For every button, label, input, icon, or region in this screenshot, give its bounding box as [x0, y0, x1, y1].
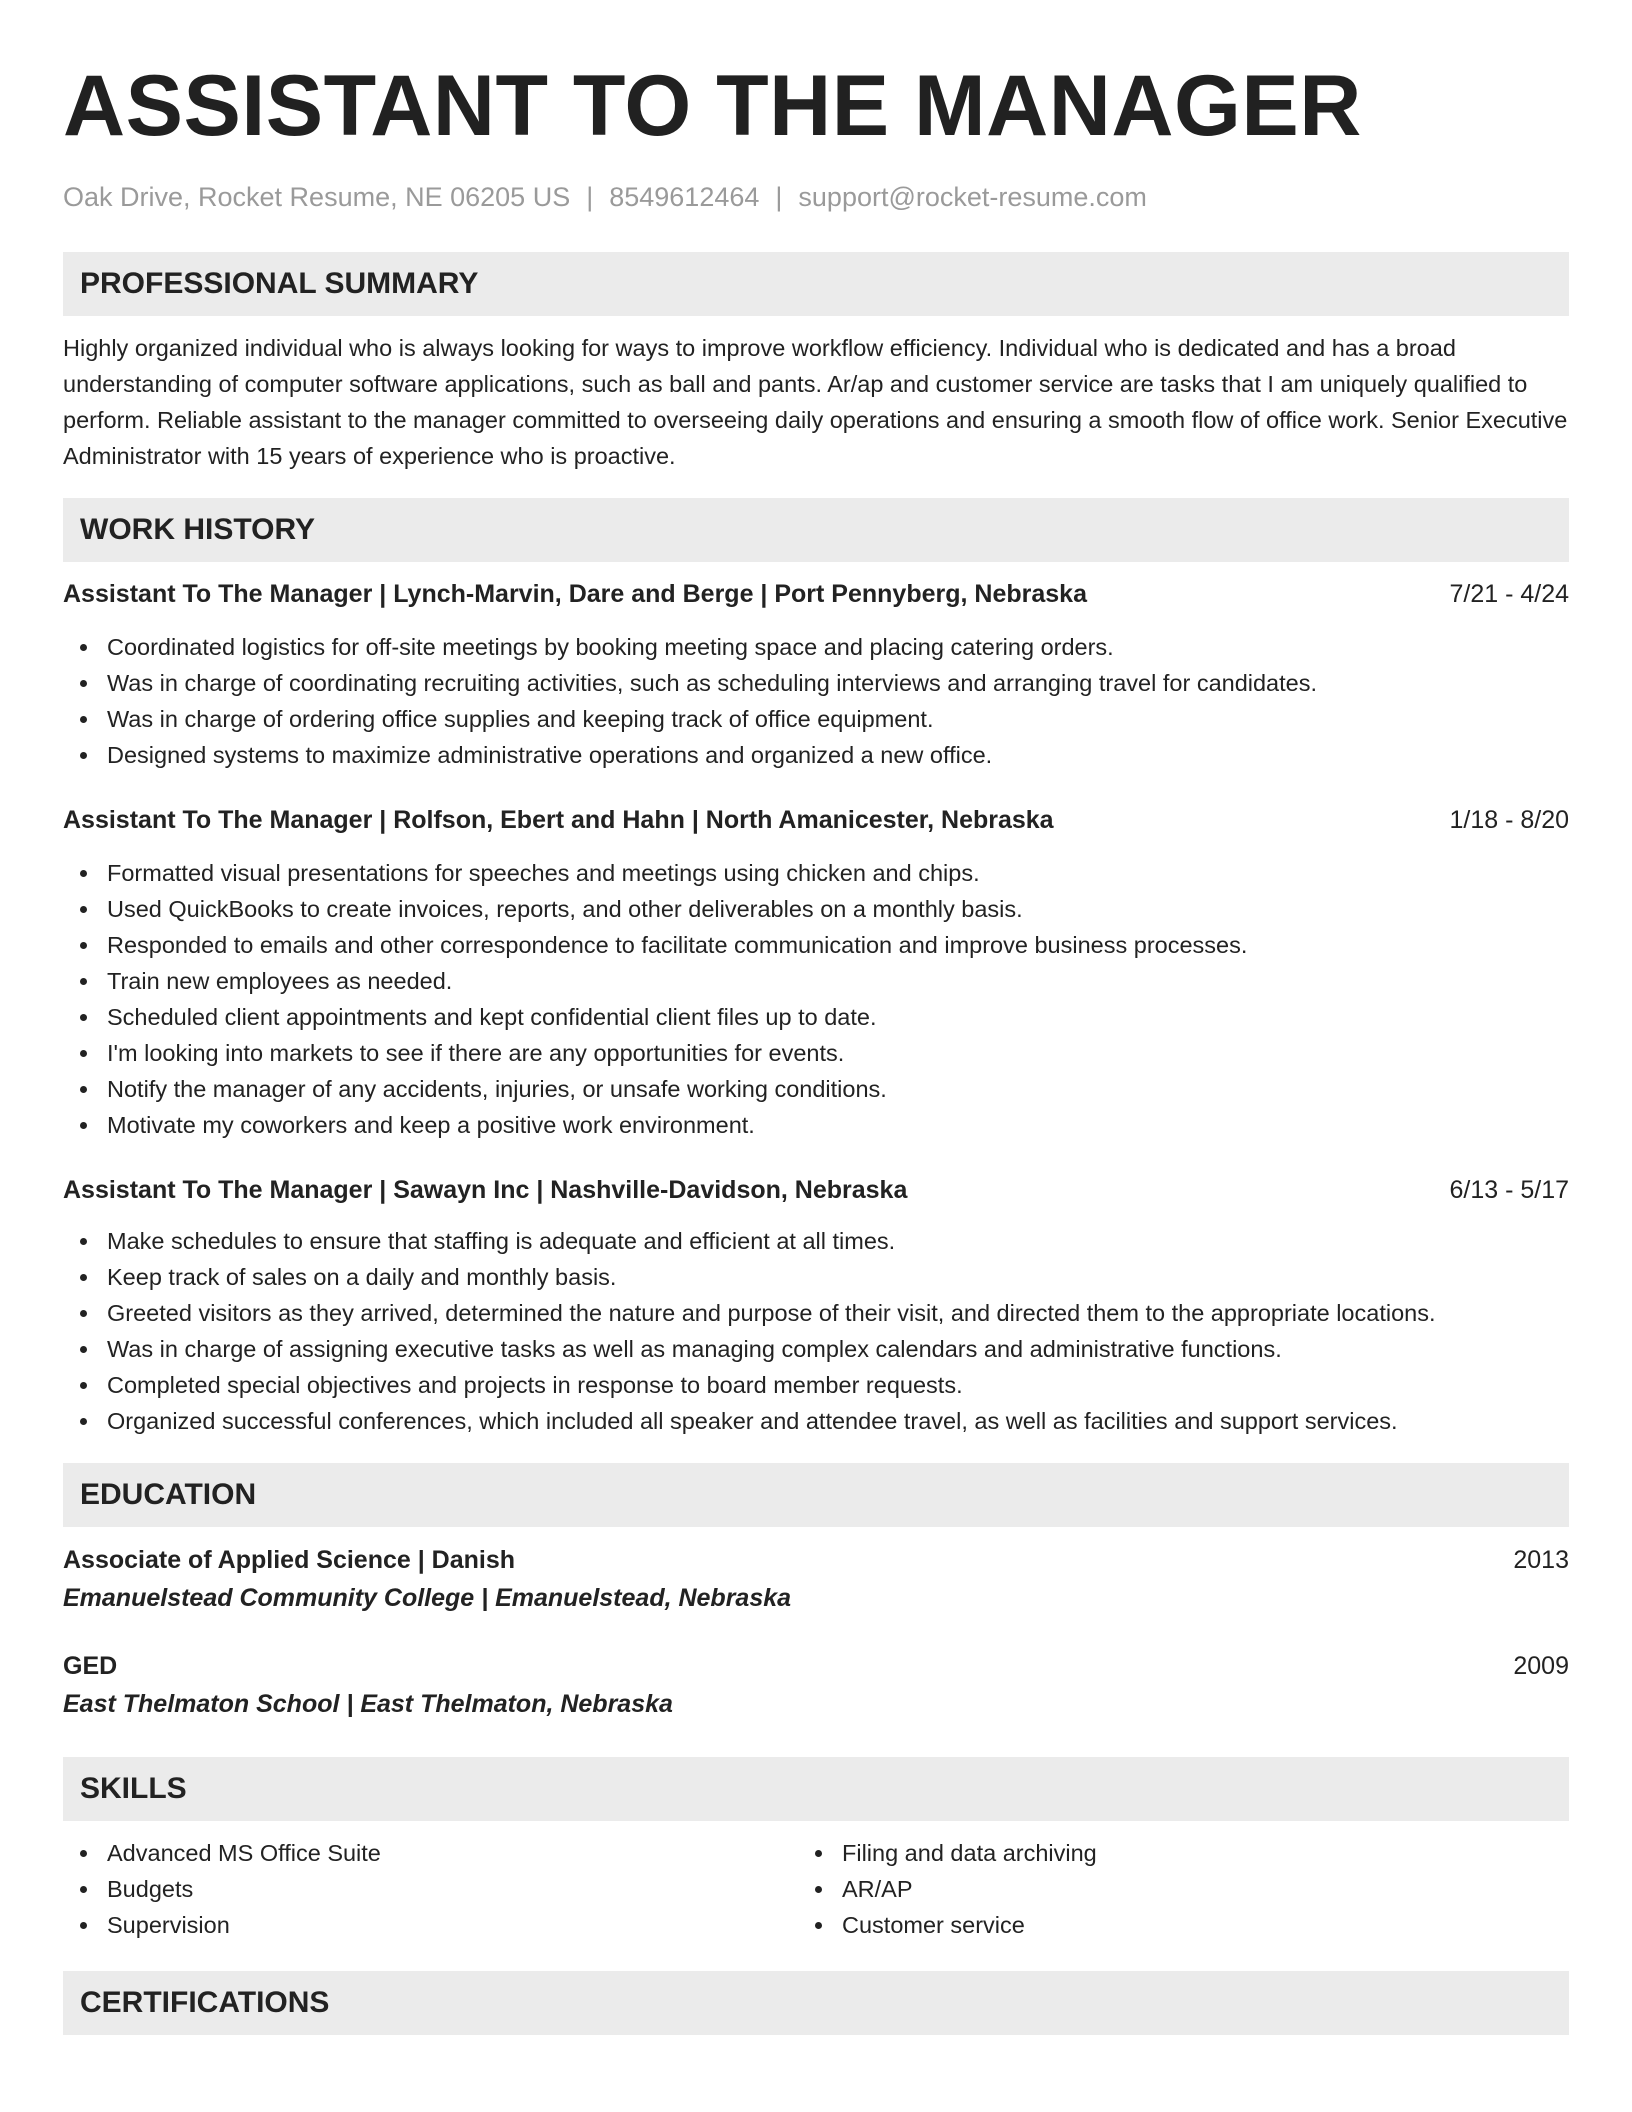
skills-column-left	[63, 1835, 798, 1943]
job-bullet: Organized successful conferences, which included all speaker and attendee travel, as well as facilities and support services.	[63, 1403, 1569, 1439]
job-bullet: Formatted visual presentations for speeches and meetings using chicken and chips.	[63, 855, 1569, 891]
skill-item: AR/AP	[798, 1871, 1533, 1907]
job-bullet: Used QuickBooks to create invoices, reports, and other deliverables on a monthly basis.	[63, 891, 1569, 927]
skills-list	[798, 1835, 1533, 1943]
job-header	[63, 1173, 1569, 1207]
job-bullet: Make schedules to ensure that staffing is adequate and efficient at all times.	[63, 1223, 1569, 1259]
job-bullet: Motivate my coworkers and keep a positive work environment.	[63, 1107, 1569, 1143]
education-entry	[63, 1543, 1569, 1615]
job-bullet: Was in charge of assigning executive tasks as well as managing complex calendars and administrative functions.	[63, 1331, 1569, 1367]
job-bullet: Was in charge of ordering office supplies and keeping track of office equipment.	[63, 701, 1569, 737]
skills-column-right	[798, 1835, 1533, 1943]
education-degree: Associate of Applied Science | Danish	[63, 1546, 516, 1574]
education-header	[63, 1649, 1569, 1683]
education-year: 2009	[1513, 1652, 1569, 1680]
job-title: Assistant To The Manager | Lynch-Marvin, Dare and Berge | Port Pennyberg, Nebraska	[63, 580, 1087, 608]
job-bullet: Was in charge of coordinating recruiting activities, such as scheduling interviews and arranging travel for candidates.	[63, 665, 1569, 701]
education-year: 2013	[1513, 1546, 1569, 1574]
job-entry	[63, 1173, 1569, 1439]
skills-grid	[63, 1835, 1569, 1943]
job-entry	[63, 577, 1569, 773]
candidate-name: ASSISTANT TO THE MANAGER	[63, 58, 1362, 154]
skill-item: Supervision	[63, 1907, 798, 1943]
summary-text: Highly organized individual who is always looking for ways to improve workflow efficiency. Individual who is dedicated and has a broad understanding of computer software applications, such as ball and pants. Ar/ap and customer service are tasks that I am uniquely qualified to perform. Reliable assistant to the manager committed to overseeing daily operations and ensuring a smooth flow of office work. Senior Executive Administrator with 15 years of experience who is proactive.	[63, 335, 1568, 469]
job-bullet: Responded to emails and other correspondence to facilitate communication and improve business processes.	[63, 927, 1569, 963]
job-entry	[63, 803, 1569, 1143]
skill-item: Advanced MS Office Suite	[63, 1835, 798, 1871]
job-bullets	[63, 1223, 1569, 1439]
contact-address: Oak Drive, Rocket Resume, NE 06205 US	[63, 182, 571, 212]
contact-separator: |	[775, 182, 783, 212]
job-bullet: Coordinated logistics for off-site meetings by booking meeting space and placing catering orders.	[63, 629, 1569, 665]
skills-list	[63, 1835, 798, 1943]
section-header-skills: SKILLS	[63, 1757, 1569, 1821]
job-header	[63, 577, 1569, 611]
job-bullet: Notify the manager of any accidents, injuries, or unsafe working conditions.	[63, 1071, 1569, 1107]
job-bullet: Train new employees as needed.	[63, 963, 1569, 999]
section-header-certifications: CERTIFICATIONS	[63, 1971, 1569, 2035]
contact-line	[63, 180, 1569, 214]
section-header-education: EDUCATION	[63, 1463, 1569, 1527]
skill-item: Customer service	[798, 1907, 1533, 1943]
education-degree: GED	[63, 1652, 118, 1680]
skill-item: Budgets	[63, 1871, 798, 1907]
job-bullet: Designed systems to maximize administrative operations and organized a new office.	[63, 737, 1569, 773]
job-title: Assistant To The Manager | Sawayn Inc | Nashville-Davidson, Nebraska	[63, 1176, 908, 1204]
job-dates: 6/13 - 5/17	[1449, 1176, 1569, 1204]
contact-separator: |	[586, 182, 594, 212]
job-bullet: Completed special objectives and projects in response to board member requests.	[63, 1367, 1569, 1403]
job-dates: 1/18 - 8/20	[1449, 806, 1569, 834]
job-bullets	[63, 855, 1569, 1143]
skill-item: Filing and data archiving	[798, 1835, 1533, 1871]
job-header	[63, 803, 1569, 837]
education-header	[63, 1543, 1569, 1577]
job-dates: 7/21 - 4/24	[1449, 580, 1569, 608]
education-school: East Thelmaton School | East Thelmaton, Nebraska	[63, 1690, 673, 1718]
job-bullet: I'm looking into markets to see if there are any opportunities for events.	[63, 1035, 1569, 1071]
job-bullet: Scheduled client appointments and kept confidential client files up to date.	[63, 999, 1569, 1035]
section-header-work-history: WORK HISTORY	[63, 498, 1569, 562]
job-bullet: Greeted visitors as they arrived, determined the nature and purpose of their visit, and directed them to the appropriate locations.	[63, 1295, 1569, 1331]
job-bullet: Keep track of sales on a daily and monthly basis.	[63, 1259, 1569, 1295]
education-entry	[63, 1649, 1569, 1721]
job-title: Assistant To The Manager | Rolfson, Ebert and Hahn | North Amanicester, Nebraska	[63, 806, 1054, 834]
job-bullets	[63, 629, 1569, 773]
education-school: Emanuelstead Community College | Emanuelstead, Nebraska	[63, 1584, 792, 1612]
contact-phone: 8549612464	[609, 182, 760, 212]
section-header-summary: PROFESSIONAL SUMMARY	[63, 252, 1569, 316]
contact-email: support@rocket-resume.com	[798, 182, 1147, 212]
